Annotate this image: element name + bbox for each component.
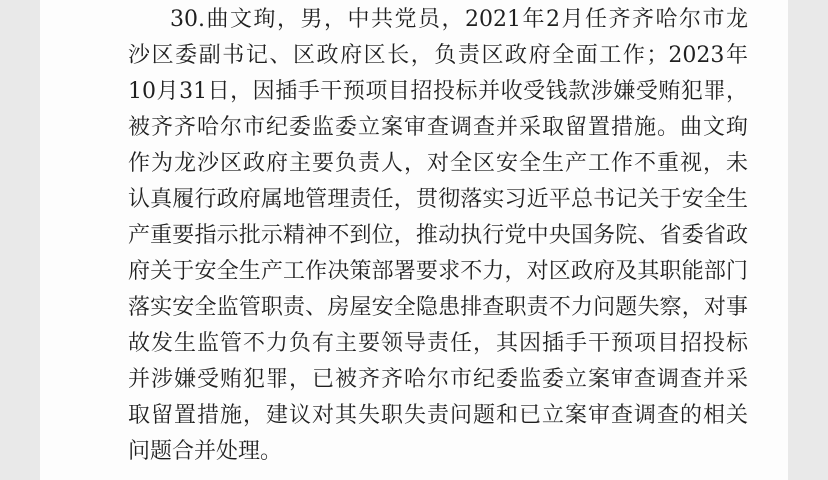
paragraph-line-4: 被齐齐哈尔市纪委监委立案审查调查并采取留置措施。曲文珣 xyxy=(128,115,748,140)
paragraph-line-11: 并涉嫌受贿犯罪，已被齐齐哈尔市纪委监委立案审查调查并采 xyxy=(128,367,748,392)
document-page xyxy=(40,0,788,480)
paragraph-line-7: 产重要指示批示精神不到位，推动执行党中央国务院、省委省政 xyxy=(128,223,748,248)
paragraph-line-1: 30.曲文珣，男，中共党员，2021年2月任齐齐哈尔市龙 xyxy=(170,7,748,32)
paragraph-line-10: 故发生监管不力负有主要领导责任，其因插手干预项目招投标 xyxy=(128,331,748,356)
paragraph-line-5: 作为龙沙区政府主要负责人，对全区安全生产工作不重视，未 xyxy=(128,151,748,176)
paragraph-line-2: 沙区委副书记、区政府区长，负责区政府全面工作；2023年 xyxy=(128,43,748,68)
paragraph-line-6: 认真履行政府属地管理责任，贯彻落实习近平总书记关于安全生 xyxy=(128,187,748,212)
paragraph-line-9: 落实安全监管职责、房屋安全隐患排查职责不力问题失察，对事 xyxy=(128,295,748,320)
paragraph-line-8: 府关于安全生产工作决策部署要求不力，对区政府及其职能部门 xyxy=(128,259,748,284)
paragraph-line-12: 取留置措施，建议对其失职失责问题和已立案审查调查的相关 xyxy=(128,403,748,428)
paragraph-line-13: 问题合并处理。 xyxy=(128,439,283,464)
paragraph-line-3: 10月31日，因插手干预项目招投标并收受钱款涉嫌受贿犯罪， xyxy=(128,79,748,104)
